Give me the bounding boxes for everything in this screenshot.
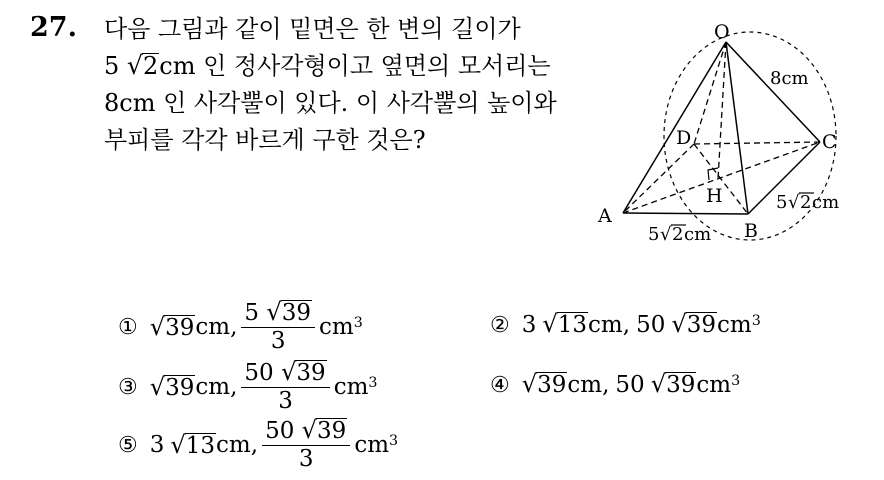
question-stem bbox=[104, 11, 594, 159]
label-A: A bbox=[598, 205, 612, 227]
edge-OD bbox=[694, 42, 726, 144]
side-label-right bbox=[776, 192, 839, 213]
choice-4-number: ④ bbox=[490, 372, 510, 398]
stem-line-3: 8cm 인 사각뿔이 있다. 이 사각뿔의 높이와 bbox=[104, 89, 557, 117]
choice-1-height-unit: cm, bbox=[195, 314, 238, 341]
choice-5-height-coef: 3 bbox=[149, 432, 165, 459]
choice-2-volume-unit: cm bbox=[717, 312, 752, 338]
choice-2-height-radical: √ 13 bbox=[542, 310, 588, 339]
choice-3-volume-unit: cm bbox=[333, 374, 369, 401]
choice-1-number: ① bbox=[118, 314, 138, 340]
pyramid-figure bbox=[590, 18, 866, 248]
choice-5[interactable]: ⑤ 3 √ 13 cm, 50 √ 39 3 cm 3 bbox=[118, 416, 399, 473]
side-length-unit: cm bbox=[159, 52, 196, 80]
choice-2-height-coef: 3 bbox=[521, 312, 537, 338]
choice-5-height-unit: cm, bbox=[216, 432, 259, 459]
choice-4-height-radical: √ 39 bbox=[521, 370, 567, 399]
stem-line-1: 다음 그림과 같이 밑면은 한 변의 길이가 bbox=[104, 15, 521, 43]
edge-AB bbox=[623, 213, 748, 214]
choice-1-height-radical: √ 39 bbox=[149, 312, 195, 341]
svg-text:2: 2 bbox=[800, 192, 812, 213]
question-number: 27. bbox=[30, 12, 77, 43]
choice-3-height-radical: √ 39 bbox=[149, 372, 195, 401]
choice-2-number: ② bbox=[490, 312, 510, 338]
choice-5-volume-unit: cm bbox=[354, 432, 390, 459]
svg-text:2: 2 bbox=[672, 224, 684, 245]
choice-1-volume-fraction: 5 √ 39 3 bbox=[241, 300, 315, 355]
choice-4[interactable]: ④ √ 39 cm, 50 √ 39 cm 3 bbox=[490, 370, 741, 399]
choice-5-height-radical: √ 13 bbox=[170, 430, 216, 459]
edge-DC bbox=[694, 142, 820, 144]
choice-2-volume-coef: 50 bbox=[636, 312, 666, 338]
right-angle-mark bbox=[708, 168, 718, 180]
label-B: B bbox=[744, 220, 758, 242]
choice-1[interactable]: ① √ 39 cm, 5 √ 39 3 cm 3 bbox=[118, 298, 363, 355]
choice-4-volume-coef: 50 bbox=[615, 372, 645, 398]
side-length-radical: √ 2 bbox=[126, 51, 159, 80]
choice-3-volume-fraction: 50 √ 39 3 bbox=[241, 360, 329, 415]
choice-5-volume-fraction: 50 √ 39 3 bbox=[262, 418, 350, 473]
edge-OC bbox=[726, 42, 820, 142]
choice-1-volume-unit: cm bbox=[319, 314, 354, 341]
choice-3-number: ③ bbox=[118, 374, 138, 400]
choice-3[interactable]: ③ √ 39 cm, 50 √ 39 3 cm 3 bbox=[118, 358, 378, 415]
svg-text:cm: cm bbox=[684, 224, 712, 245]
choice-5-number: ⑤ bbox=[118, 432, 138, 458]
choice-3-height-unit: cm, bbox=[195, 374, 238, 401]
svg-text:5: 5 bbox=[776, 192, 788, 213]
svg-text:cm: cm bbox=[812, 192, 840, 213]
label-H: H bbox=[706, 185, 723, 207]
side-length-coef: 5 bbox=[104, 52, 120, 80]
edge-length-label: 8cm bbox=[770, 68, 809, 89]
svg-text:5: 5 bbox=[648, 224, 660, 245]
svg-text:√: √ bbox=[788, 192, 800, 213]
edge-OB bbox=[726, 42, 748, 214]
stem-line-2-text: 인 정사각형이고 옆면의 모서리는 bbox=[203, 52, 551, 80]
choice-4-volume-unit: cm bbox=[696, 372, 732, 398]
svg-text:√: √ bbox=[660, 224, 672, 245]
label-D: D bbox=[676, 127, 692, 149]
choice-4-height-unit: cm, bbox=[567, 372, 610, 398]
side-label-bottom bbox=[648, 224, 711, 245]
stem-line-2 bbox=[104, 48, 594, 85]
label-O: O bbox=[714, 21, 730, 43]
choice-2[interactable]: ② 3 √ 13 cm, 50 √ 39 cm 3 bbox=[490, 310, 761, 339]
stem-line-4: 부피를 각각 바르게 구한 것은? bbox=[104, 126, 426, 154]
choice-4-volume-radical: √ 39 bbox=[650, 370, 696, 399]
choice-2-volume-radical: √ 39 bbox=[671, 310, 717, 339]
label-C: C bbox=[822, 131, 837, 153]
choice-2-height-unit: cm, bbox=[588, 312, 631, 338]
